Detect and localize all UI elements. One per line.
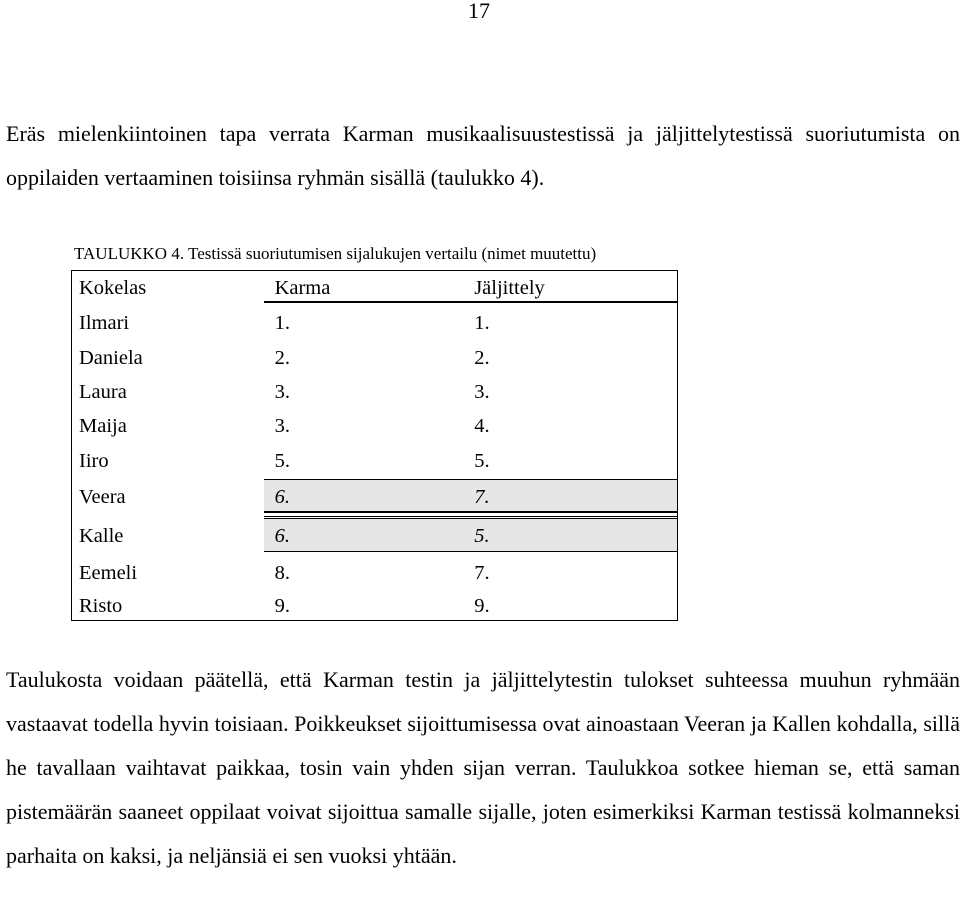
cell-name: Iiro	[79, 450, 109, 472]
cell-name: Kalle	[79, 524, 124, 547]
cell-karma: 2.	[274, 346, 290, 369]
table-header-row	[71, 270, 678, 306]
table-row	[71, 341, 678, 375]
cell-jaljittely: 5.	[474, 524, 490, 547]
cell-name: Laura	[79, 380, 127, 403]
cell-karma: 8.	[274, 562, 290, 584]
cell-karma: 3.	[274, 415, 290, 437]
cell-jaljittely: 1.	[474, 312, 490, 334]
cell-name: Eemeli	[79, 562, 138, 584]
table-row-highlighted	[71, 516, 678, 556]
intro-paragraph: Eräs mielenkiintoinen tapa verrata Karman musikaalisuustestissä ja jäljittelytestissä suoriutumista on oppilaiden vertaaminen toisiinsa ryhmän sisällä (taulukko 4).	[6, 121, 960, 190]
cell-karma: 5.	[274, 450, 290, 472]
body-paragraph: Taulukosta voidaan päätellä, että Karman testin ja jäljittelytestin tulokset suhteessa muuhun ryhmään vastaavat todella hyvin toisiaan. Poikkeukset sijoittumisessa ovat ainoastaan Veeran ja Kallen kohdalla, sillä he tavallaan vaihtavat paikkaa, tosin vain yhden sijan verran. Taulukkoa sotkee hieman se, että saman pistemäärän saaneet oppilaat voivat sijoittua samalle sijalle, joten esimerkiksi Karman testissä kolmanneksi parhaita on kaksi, ja neljänsiä ei sen vuoksi yhtään.	[6, 667, 960, 868]
cell-name: Veera	[79, 486, 126, 508]
table-row	[71, 556, 678, 591]
table-row	[71, 591, 678, 621]
cell-name: Maija	[79, 415, 127, 437]
table-row	[71, 306, 678, 341]
cell-jaljittely: 2.	[474, 346, 490, 369]
ranking-table	[71, 270, 678, 621]
cell-jaljittely: 3.	[474, 380, 490, 403]
cell-jaljittely: 7.	[474, 486, 490, 508]
cell-jaljittely: 5.	[474, 450, 490, 472]
table-row-highlighted	[71, 479, 678, 516]
cell-karma: 6.	[274, 486, 290, 508]
cell-jaljittely: 7.	[474, 562, 490, 584]
cell-karma: 6.	[274, 524, 290, 547]
cell-jaljittely: 9.	[474, 594, 490, 617]
table-row	[71, 444, 678, 479]
cell-jaljittely: 4.	[474, 415, 490, 437]
cell-karma: 9.	[274, 594, 290, 617]
cell-name: Daniela	[79, 346, 143, 369]
column-header-jaljittely: Jäljittely	[474, 276, 545, 299]
cell-name: Risto	[79, 594, 123, 617]
page-number: 17	[468, 0, 490, 23]
table-row	[71, 409, 678, 444]
cell-karma: 1.	[274, 312, 290, 334]
table-row	[71, 375, 678, 409]
cell-karma: 3.	[274, 380, 290, 403]
table-caption: TAULUKKO 4. Testissä suoriutumisen sijalukujen vertailu (nimet muutettu)	[74, 244, 597, 263]
column-header-karma: Karma	[274, 276, 331, 299]
cell-name: Ilmari	[79, 312, 130, 334]
column-header-kokelas: Kokelas	[79, 276, 147, 299]
